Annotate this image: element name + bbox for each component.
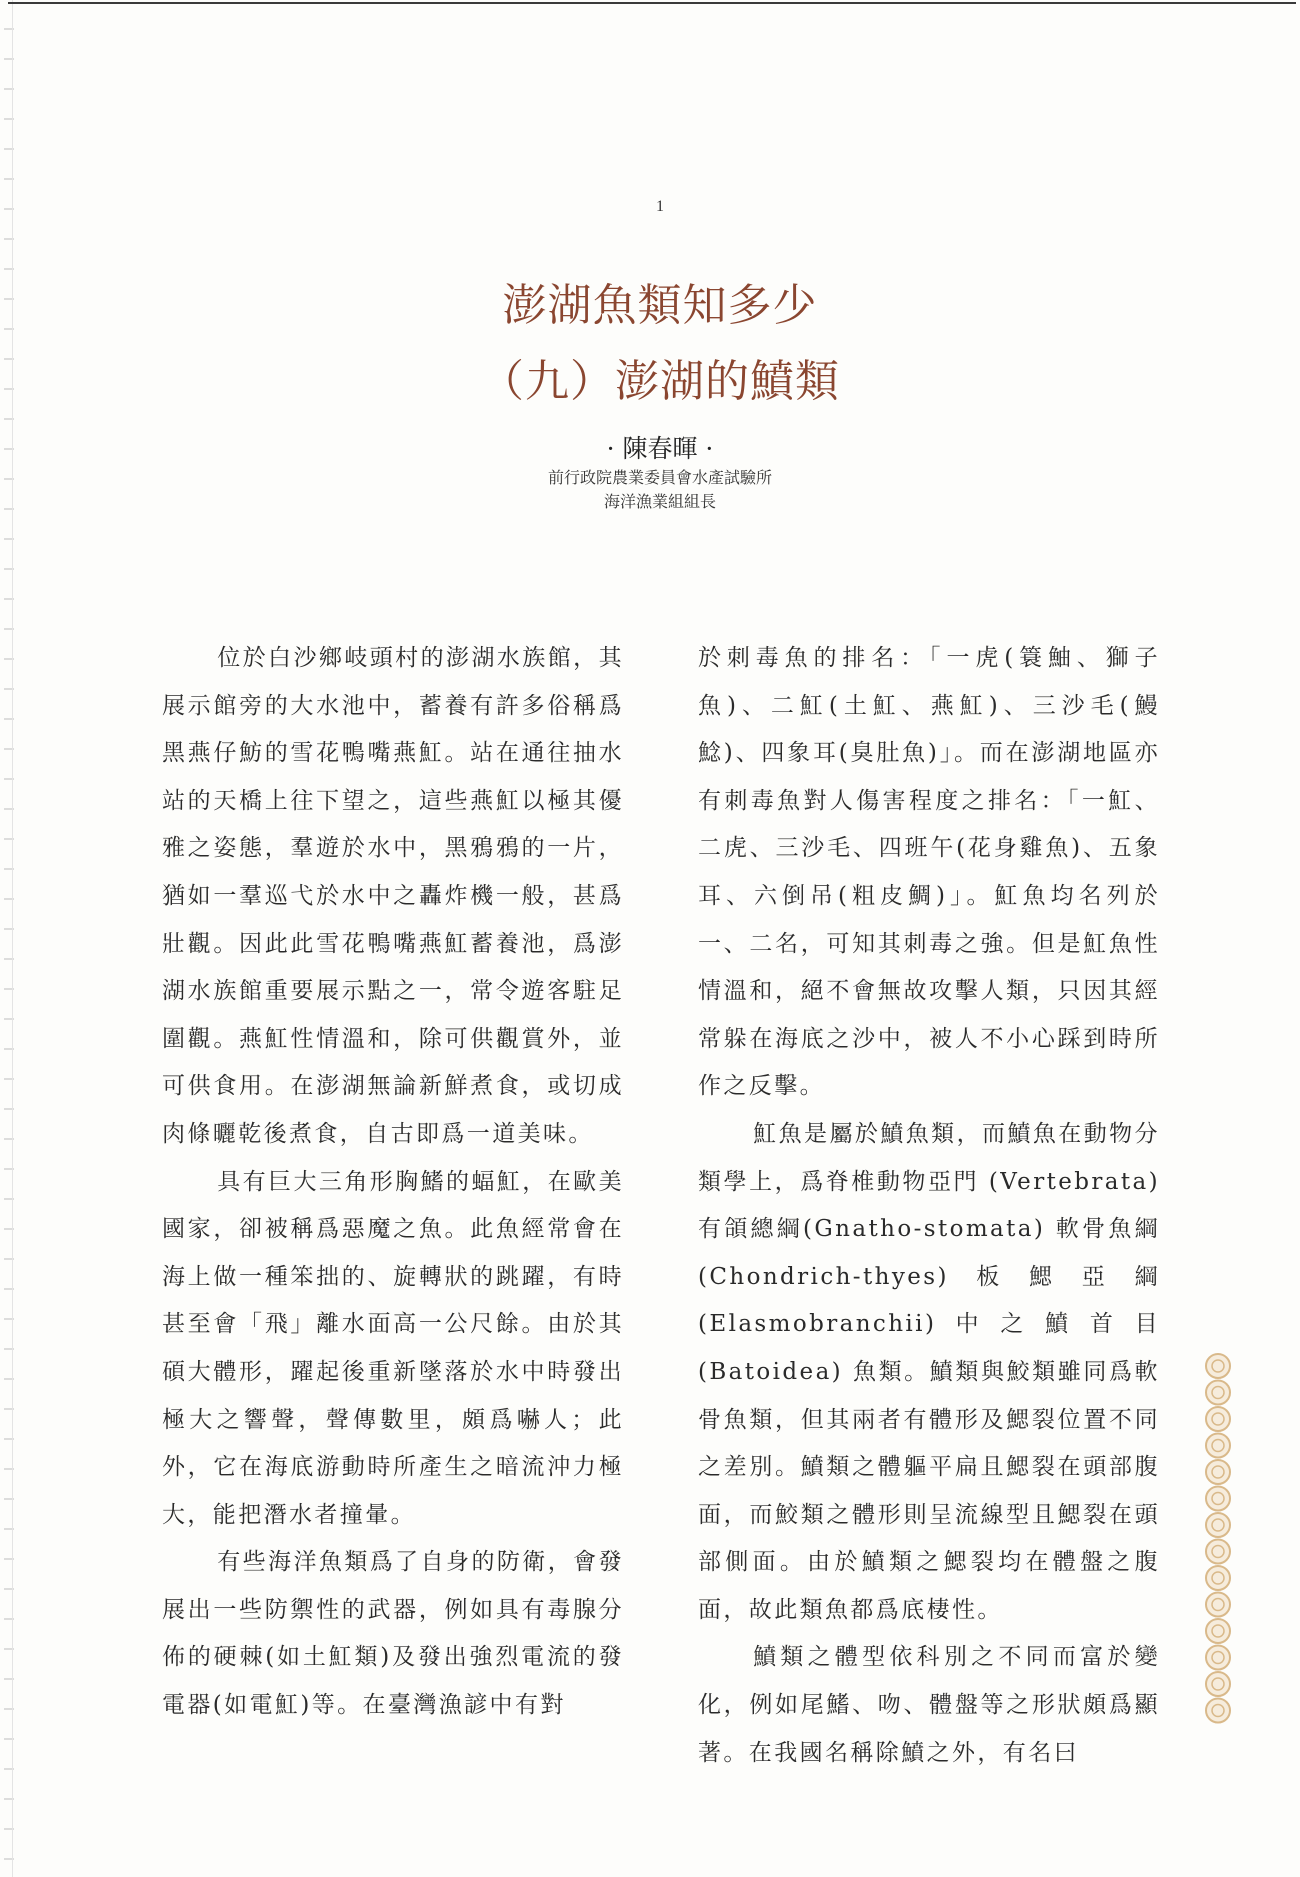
paragraph: 魟魚是屬於鱝魚類，而鱝魚在動物分類學上，爲脊椎動物亞門 (Vertebrata) 有頜總綱(Gnatho-stomata) 軟骨魚綱 (Chondrich-thyes)板鰓亞綱 (Elasmobranchii)中之鱝首目(Batoidea) 魚類。鱝類與鮫類雖同爲軟骨魚類，但其兩者有體形及鰓裂位置不同之差別。鱝類之體軀平扁且鰓裂在頭部腹面，而鮫類之體形則呈流線型且鰓裂在頭部側面。由於鱝類之鰓裂均在體盤之腹面，故此類魚都爲底棲性。 [698,1120,1160,1623]
left-text-column [162,635,624,1730]
paragraph: 於刺毒魚的排名：「一虎(簑鮋、獅子魚)、二魟(土魟、燕魟)、三沙毛(鰻鯰)、四象耳(臭肚魚)」。而在澎湖地區亦有刺毒魚對人傷害程度之排名：「一魟、二虎、三沙毛、四班午(花身雞魚)、五象耳、六倒吊(粗皮鯛)」。魟魚均名列於一、二名，可知其刺毒之強。但是魟魚性情溫和，絕不會無故攻擊人類，只因其經常躲在海底之沙中，被人不小心踩到時所作之反擊。 [698,645,1160,1100]
page-number: 1 [656,198,664,215]
title-line-1: 澎湖魚類知多少 [502,280,818,331]
byline [450,432,870,514]
paragraph: 位於白沙鄉岐頭村的澎湖水族館，其展示館旁的大水池中，蓄養有許多俗稱爲黑燕仔魴的雪花鴨嘴燕魟。站在通往抽水站的天橋上往下望之，這些燕魟以極其優雅之姿態，羣遊於水中，黑鴉鴉的一片，猶如一羣巡弋於水中之轟炸機一般，甚爲壯觀。因此此雪花鴨嘴燕魟蓄養池，爲澎湖水族館重要展示點之一，常令遊客駐足圍觀。燕魟性情溫和，除可供觀賞外，並可供食用。在澎湖無論新鮮煮食，或切成肉條曬乾後煮食，自古即爲一道美味。 [162,645,624,1147]
right-text-column [698,635,1160,1777]
paragraph: 鱝類之體型依科別之不同而富於變化，例如尾鰭、吻、體盤等之形狀頗爲顯著。在我國名稱除鱝之外，有名曰 [698,1644,1160,1766]
paragraph: 具有巨大三角形胸鰭的蝠魟，在歐美國家，卻被稱爲惡魔之魚。此魚經常會在海上做一種笨拙的、旋轉狀的跳躍，有時甚至會「飛」離水面高一公尺餘。由於其碩大體形，躍起後重新墜落於水中時發出極大之響聲，聲傳數里，頗爲嚇人；此外，它在海底游動時所產生之暗流沖力極大，能把潛水者撞暈。 [162,1168,624,1528]
binding-line [12,0,13,1877]
title-line-2: （九）澎湖的鱝類 [480,356,840,407]
top-border-line [8,2,1296,4]
paragraph: 有些海洋魚類爲了自身的防衛，會發展出一些防禦性的武器，例如具有毒腺分佈的硬棘(如土魟類)及發出強烈電流的發電器(如電魟)等。在臺灣漁諺中有對 [162,1549,624,1719]
affiliation-line-2: 海洋漁業組組長 [603,492,716,511]
decorative-ornament-icon [1178,1352,1258,1732]
affiliation-line-1: 前行政院農業委員會水產試驗所 [547,468,772,487]
author-name: · 陳春暉 · [606,434,714,463]
article-title [350,268,970,420]
